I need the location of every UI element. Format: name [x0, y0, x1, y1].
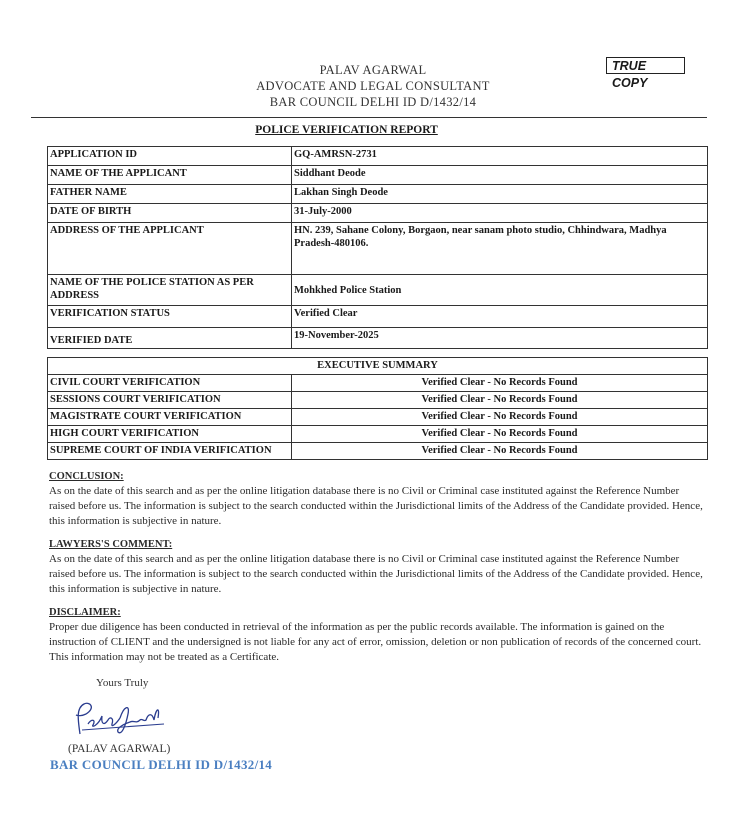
summary-key: MAGISTRATE COURT VERIFICATION	[48, 409, 292, 426]
table-row	[48, 147, 708, 166]
detail-key: VERIFICATION STATUS	[48, 306, 292, 328]
table-row	[48, 392, 708, 409]
table-row	[48, 275, 708, 306]
details-table	[47, 146, 708, 349]
handwritten-signature	[68, 698, 168, 740]
detail-key: FATHER NAME	[48, 185, 292, 204]
lawyers-comment-text: As on the date of this search and as per the online litigation database there is no Civil or Criminal case instituted against the Reference Number raised before us. The information is subject to the search conducted within the Jurisdictional limits of the Address of the Candidate provided. Hence, this information is subjective in nature.	[49, 553, 703, 595]
detail-key: ADDRESS OF THE APPLICANT	[48, 223, 292, 275]
summary-title: EXECUTIVE SUMMARY	[48, 358, 708, 375]
disclaimer-title: DISCLAIMER:	[49, 607, 121, 618]
bar-council-id: BAR COUNCIL DELHI ID D/1432/14	[269, 95, 477, 109]
detail-key: DATE OF BIRTH	[48, 204, 292, 223]
detail-key: NAME OF THE POLICE STATION AS PER ADDRESS	[48, 275, 292, 306]
detail-key: NAME OF THE APPLICANT	[48, 166, 292, 185]
detail-value: HN. 239, Sahane Colony, Borgaon, near sanam photo studio, Chhindwara, Madhya Pradesh-480106.	[292, 223, 708, 275]
detail-value: Verified Clear	[292, 306, 708, 328]
summary-key: SESSIONS COURT VERIFICATION	[48, 392, 292, 409]
conclusion-title: CONCLUSION:	[49, 471, 124, 482]
table-row	[48, 204, 708, 223]
detail-value: GQ-AMRSN-2731	[292, 147, 708, 166]
table-row	[48, 375, 708, 392]
detail-value: 19-November-2025	[292, 328, 708, 349]
signatory-name: (PALAV AGARWAL)	[68, 743, 171, 755]
table-row	[48, 426, 708, 443]
detail-value: Lakhan Singh Deode	[292, 185, 708, 204]
true-copy-stamp: TRUE COPY	[606, 57, 685, 74]
table-row	[48, 166, 708, 185]
summary-value: Verified Clear - No Records Found	[292, 426, 708, 443]
summary-value: Verified Clear - No Records Found	[292, 375, 708, 392]
detail-value: Siddhant Deode	[292, 166, 708, 185]
lawyers-comment-title: LAWYERS'S COMMENT:	[49, 539, 173, 550]
table-row	[48, 443, 708, 460]
detail-key: VERIFIED DATE	[48, 328, 292, 349]
summary-key: SUPREME COURT OF INDIA VERIFICATION	[48, 443, 292, 460]
signatory-council-id: BAR COUNCIL DELHI ID D/1432/14	[50, 757, 273, 772]
advocate-role: ADVOCATE AND LEGAL CONSULTANT	[256, 79, 490, 93]
summary-key: CIVIL COURT VERIFICATION	[48, 375, 292, 392]
table-row	[48, 223, 708, 275]
detail-key: APPLICATION ID	[48, 147, 292, 166]
detail-value: Mohkhed Police Station	[292, 275, 708, 306]
advocate-name: PALAV AGARWAL	[319, 63, 427, 77]
yours-truly: Yours Truly	[96, 677, 149, 689]
summary-value: Verified Clear - No Records Found	[292, 392, 708, 409]
table-row	[48, 306, 708, 328]
header-divider	[31, 117, 707, 118]
executive-summary-table	[47, 357, 708, 460]
report-title: POLICE VERIFICATION REPORT	[255, 124, 438, 136]
summary-key: HIGH COURT VERIFICATION	[48, 426, 292, 443]
detail-value: 31-July-2000	[292, 204, 708, 223]
summary-value: Verified Clear - No Records Found	[292, 443, 708, 460]
disclaimer-section	[49, 605, 703, 665]
table-row	[48, 185, 708, 204]
summary-value: Verified Clear - No Records Found	[292, 409, 708, 426]
table-row	[48, 358, 708, 375]
lawyers-comment-section	[49, 537, 703, 597]
disclaimer-text: Proper due diligence has been conducted in retrieval of the information as per the public records available. The information is gained on the instruction of CLIENT and the undersigned is not liable for any act of error, omission, deletion or non publication of records of the concerned court. This information may not be treated as a Certificate.	[49, 621, 702, 663]
table-row	[48, 328, 708, 349]
conclusion-section	[49, 469, 703, 529]
conclusion-text: As on the date of this search and as per the online litigation database there is no Civil or Criminal case instituted against the Reference Number raised before us. The information is subject to the search conducted within the Jurisdictional limits of the Address of the Candidate provided. Hence, this information is subjective in nature.	[49, 485, 703, 527]
table-row	[48, 409, 708, 426]
